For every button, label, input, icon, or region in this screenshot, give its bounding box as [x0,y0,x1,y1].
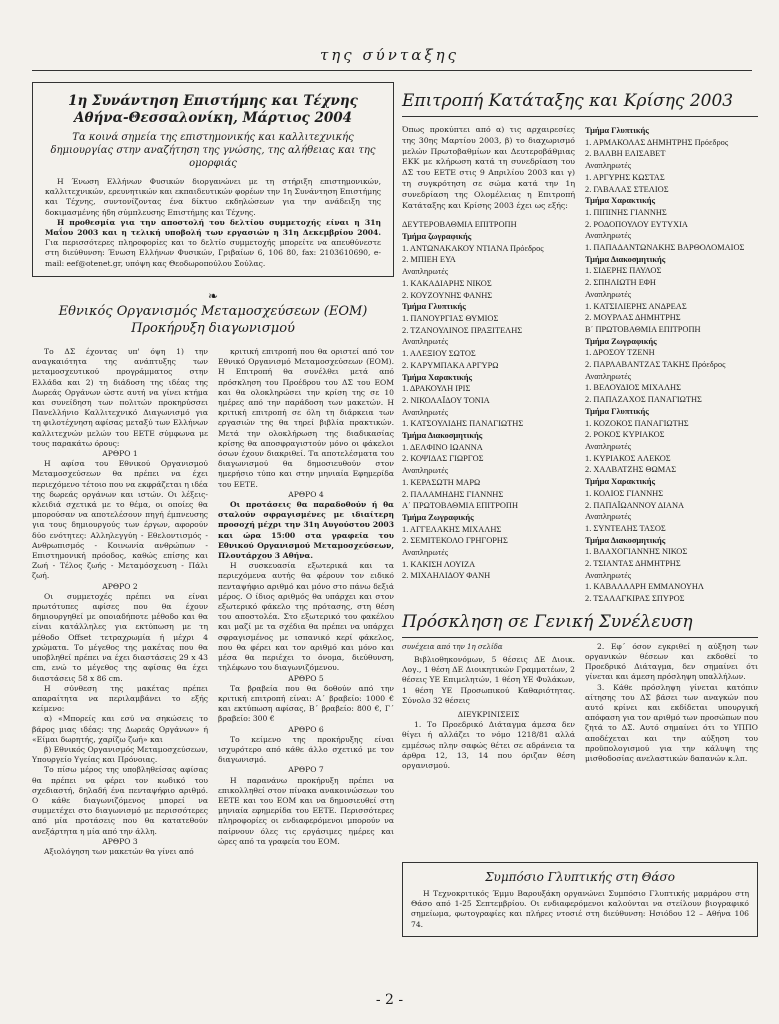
article-heading: ΑΡΘΡΟ 4 [288,489,324,499]
alternates-label: Αναπληρωτές [402,466,449,476]
alternates-label: Αναπληρωτές [585,161,632,171]
member-entry: 2. ΠΑΠΑΖΑΧΟΣ ΠΑΝΑΓΙΩΤΗΣ [585,395,702,405]
member-entry: Α΄ ΠΡΩΤΟΒΑΘΜΙΑ ΕΠΙΤΡΟΠΗ [402,501,518,511]
member-entry: 2. ΡΟΚΟΣ ΚΥΡΙΑΚΟΣ [585,430,665,440]
article-paragraph: Το ΔΣ έχοντας υπ' όψη 1) την αναγκαιότητα της ανάπτυξης των μεταμοσχευτικού προγράμματος στην Ελλάδα και 2) τη διάδοση της ιδέας της Δωρεάς Οργάνων ώστε αυτή να γίνει κτήμα και συνείδηση των πολιτών προκηρύσσει Πανελλήνιο Καλλιτεχνικό Διαγωνισμό για τη φιλοτέχνηση αφίσας μεταξύ των Ελλήνων καλλιτεχνών μελών του ΕΕΤΕ σύμφωνα με τους παρακάτω όρους: [32,347,208,448]
invite-left-p1: Βιβλιοθηκονόμων, 5 θέσεις ΔΕ Διοικ. Λογ., 1 θέση ΔΕ Διοικητικών Γραμματέων, 2 θέσεις ΥΕ Επιμελητών, 1 θέση ΥΕ Φυλάκων, 1 θέση ΥΕ Προσωπικού Καθαριότητας. Σύνολο 32 θέσεις [402,655,575,705]
member-entry: 1. ΑΡΓΥΡΗΣ ΚΩΣΤΑΣ [585,172,665,182]
section-label: Τμήμα Χαρακτικής [402,372,473,382]
box-contact: Για περισσότερες πληροφορίες και το δελτίο συμμετοχής μπορείτε να απευθύνεστε στη διεύθυνση: Ένωση Ελλήνων Φυσικών, Γριβαίων 6, 106 80, fax: 2103610690, e-mail: eef@otenet.gr, υπόψη κας Θεοδωροπούλου Σούλας. [45,238,381,268]
article-paragraph: Η σύνθεση της μακέτας πρέπει απαραίτητα να περιλαμβάνει το εξής κείμενο: [32,683,208,714]
box-subtitle: Τα κοινά σημεία της επιστημονικής και καλλιτεχνικής δημιουργίας στην αναζήτηση της γνώσης, της αλήθειας και της ομορφιάς [50,132,376,169]
member-entry: 2. ΤΣΑΛΑΓΚΙΡΑΣ ΣΠΥΡΟΣ [585,594,685,604]
member-entry: 2. ΜΠΙΕΗ ΕΥΑ [402,255,456,265]
section-label: Τμήμα Χαρακτικής [585,477,656,487]
left-column [32,82,394,857]
article-heading: ΑΡΘΡΟ 7 [288,765,324,775]
member-entry: 1. ΔΡΟΣΟΥ ΤΖΕΝΗ [585,348,655,358]
invite-title: Πρόσκληση σε Γενική Συνέλευση [402,611,693,632]
member-entry: 1. ΚΑΤΣΟΥΛΙΔΗΣ ΠΑΝΑΓΙΩΤΗΣ [402,419,524,429]
member-entry: 1. ΔΕΛΦΙΝΟ ΙΩΑΝΝΑ [402,442,483,452]
member-entry: 1. ΚΑΚΑΔΙΑΡΗΣ ΝΙΚΟΣ [402,278,492,288]
alternates-label: Αναπληρωτές [402,267,449,277]
invite-rule [402,637,758,638]
invite-left-p2: 1. Το Προεδρικό Διάταγμα άμεσα δεν θίγει ή αλλάζει το νόμο 1218/81 αλλά εμμέσως πλην σαφώς θέτει σε αδράνεια τα άρθρα 12, 13, 14 που όριζαν θέση οργανισμού. [402,720,575,771]
eom-right-column [218,347,394,857]
alternates-label: Αναπληρωτές [402,548,449,558]
header-rule [32,70,752,71]
section-label: Τμήμα Διακοσμητικής [585,254,666,264]
member-entry: 1. ΒΛΑΧΟΓΙΑΝΝΗΣ ΝΙΚΟΣ [585,547,688,557]
article-paragraph: κριτική επιτροπή που θα οριστεί από τον Εθνικό Οργανισμό Μεταμοσχεύσεων (ΕΟΜ). Η Επιτροπή θα συνέλθει μετά από πρόσκληση του Προέδρου του ΔΣ του ΕΟΜ και θα ολοκληρώσει την κρίση της σε 10 ημέρες από την παράδοση των μακετών. Η κριτική επιτροπή σε όλη τη διάρκεια των εργασιών της θα τηρεί βιβλία πρακτικών. Μετά την ολοκλήρωση της διαδικασίας κρίσης θα αποσφραγιστούν μόνο οι φάκελοι όσων έχουν διακριθεί. Τα αποτελέσματα του διαγωνισμού θα δημοσιευθούν στον ημερήσιο τύπο και στην μηνιαία Εφημερίδα του ΕΕΤΕ. [218,347,394,489]
committee-right-list [585,125,758,605]
committee-body [402,125,758,605]
member-entry: 1. ΠΙΠΙΝΗΣ ΓΙΑΝΝΗΣ [585,207,667,217]
section-label: Τμήμα Γλυπτικής [585,126,649,135]
member-entry: 2. ΧΑΛΒΑΤΖΗΣ ΘΩΜΑΣ [585,465,677,475]
member-entry: 1. ΑΡΜΑΚΟΛΑΣ ΔΗΜΗΤΡΗΣ Πρόεδρος [585,137,729,147]
eom-subtitle: Προκήρυξη διαγωνισμού [131,321,295,336]
member-entry: 2. ΣΕΜΙΤΕΚΟΛΟ ΓΡΗΓΟΡΗΣ [402,536,508,546]
symposium-text: Η Τεχνοκριτικός Έμμυ Βαρουξάκη οργανώνει Συμπόσιο Γλυπτικής μαρμάρου στη Θάσο από 1-25 Σεπτεμβρίου. Οι ενδιαφερόμενοι καλούνται να στείλουν βιογραφικό σημείωμα, φωτογραφίες και πλήρες ντοσιέ στη διεύθυνση: Ησιόδου 12 – Αθήνα 106 74. [411,889,749,929]
member-entry: 1. ΑΛΕΞΙΟΥ ΣΩΤΟΣ [402,349,476,359]
member-entry: 2. ΒΑΛΒΗ ΕΛΙΣΑΒΕΤ [585,149,666,159]
section-header: της σύνταξης [319,46,459,64]
article-heading: ΑΡΘΡΟ 6 [288,724,324,734]
invite-right-p2: 3. Κάθε πρόσληψη γίνεται κατόπιν αίτησης του ΔΣ βάσει των αναγκών που αυτό κρίνει και εκδίδεται υπουργική απόφαση για τον αριθμό των προσώπων που ζητά το ΔΣ. Αυτό σημαίνει ότι το ΥΠΠΟ αποδέχεται και την αύξηση του προϋπολογισμού για την κάλυψη της μισθοδοσίας ανελαστικών δαπανών κ.λπ. [585,682,758,764]
article-heading: ΑΡΘΡΟ 1 [102,449,138,459]
page-number: - 2 - [375,992,404,1008]
member-entry: 2. ΜΟΥΡΛΑΣ ΔΗΜΗΤΡΗΣ [585,313,681,323]
member-entry: 1. ΚΑΚΙΣΗ ΛΟΥΙΖΑ [402,559,476,569]
article-heading: ΑΡΘΡΟ 2 [102,581,138,591]
eom-title: Εθνικός Οργανισμός Μεταμοσχεύσεων (ΕΟΜ) [58,304,368,319]
invite-continued: συνέχεια από την 1η σελίδα [402,642,503,651]
box-paragraph-1: Η Ένωση Ελλήνων Φυσικών διοργανώνει με τη στήριξη επιστημονικών, καλλιτεχνικών, ερευνητικών και εκπαιδευτικών φορέων την 1η Συνάντηση Επιστήμης και Τέχνης, συντονίζοντας ένα δίκτυο εκδηλώσεων για την ανάδειξη της δοκιμασμένης ήδη σύμπλευσης Επιστήμης και Τέχνης. [45,177,381,217]
section-label: Τμήμα Γλυπτικής [585,406,649,416]
member-entry: 2. ΤΣΙΑΝΤΑΣ ΔΗΜΗΤΡΗΣ [585,559,681,569]
committee-left-list [402,219,575,582]
member-entry: 1. ΔΡΑΚΟΥΛΗ ΙΡΙΣ [402,384,471,394]
article-paragraph: Οι συμμετοχές πρέπει να είναι πρωτότυπες αφίσες που θα έχουν δημιουργηθεί με οποιαδήποτε μέθοδο και θα είναι κατάλληλες για εκτύπωση με τη μέθοδο Offset τετραχρωμία ή μέχρι 4 χρώματα. Το μέγεθος της μακέτας που θα υποβληθεί πρέπει να έχει διαστάσεις 29 x 43 cm, ενώ το μέγεθος της αφίσας θα έχει διαστάσεις 58 x 86 cm. [32,591,208,683]
member-entry: 2. ΤΖΑΝΟΥΛΙΝΟΣ ΠΡΑΞΙΤΕΛΗΣ [402,325,523,335]
science-art-box [32,82,394,277]
member-entry: 1. ΚΟΖΟΚΟΣ ΠΑΝΑΓΙΩΤΗΣ [585,418,689,428]
member-entry: 2. ΠΑΠΑΪΩΑΝΝΟΥ ΔΙΑΝΑ [585,500,685,510]
member-entry: 2. ΚΟΨΙΔΑΣ ΓΙΩΡΓΟΣ [402,454,484,464]
member-entry: 1. ΚΥΡΙΑΚΟΣ ΑΛΕΚΟΣ [585,453,671,463]
committee-left-column [402,125,575,605]
invite-body [402,642,758,771]
member-entry: 2. ΣΠΗΛΙΩΤΗ ΕΦΗ [585,278,656,288]
member-entry: 1. ΣΥΝΤΕΛΗΣ ΤΑΣΟΣ [585,523,666,533]
member-entry: 1. ΠΑΠΑΔΑΝΤΩΝΑΚΗΣ ΒΑΡΘΟΛΟΜΑΙΟΣ [585,243,745,253]
member-entry: 2. ΠΑΛΑΜΗΔΗΣ ΓΙΑΝΝΗΣ [402,489,504,499]
alternates-label: Αναπληρωτές [402,337,449,347]
section-label: Τμήμα Διακοσμητικής [402,431,483,441]
member-entry: Β΄ ΠΡΩΤΟΒΑΘΜΙΑ ΕΠΙΤΡΟΠΗ [585,324,701,334]
article-paragraph: Το κείμενο της προκήρυξης είναι ισχυρότερο από κάθε άλλο σχετικό με τον διαγωνισμό. [218,734,394,765]
article-paragraph: Η αφίσα του Εθνικού Οργανισμού Μεταμοσχεύσεων θα πρέπει να έχει περιεχόμενο τέτοιο που να εκφράζεται η ιδέα της δωρεάς οργάνων και ιστών. Οι λέξεις-κλειδιά σχετικά με το θέμα, οι οποίες θα μπορούσαν να αποτελέσουν πηγή έμπνευσης για τους δημιουργούς των έργων, αφορούν δύο ενότητες: Αλληλεγγύη - Εθελοντισμός - Ανθρωπισμός - Κοινωνία ανθρώπων - Επιστημονική πρόοδος, καθώς επίσης και Ζωή - Τέλος ζωής - Μεταμόσχευση - Πάλι ζωή. [32,459,208,581]
member-entry: 2. ΝΙΚΟΛΑΪΔΟΥ ΤΟΝΙΑ [402,395,490,405]
section-label: Τμήμα Γλυπτικής [402,302,466,312]
article-heading: ΑΡΘΡΟ 3 [102,836,138,846]
invite-right-p1: 2. Εφ΄ όσον εγκριθεί η αύξηση των οργανικών θέσεων και εκδοθεί το Προεδρικό Διάταγμα, δεν σημαίνει ότι γίνεται και άμεση πρόσληψη υπαλλήλων. [585,641,758,682]
symposium-box [402,862,758,937]
section-label: Τμήμα Χαρακτικής [585,196,656,206]
member-entry: 2. ΜΙΧΑΗΛΙΔΟΥ ΦΑΝΗ [402,571,491,581]
member-entry: ΔΕΥΤΕΡΟΒΑΘΜΙΑ ΕΠΙΤΡΟΠΗ [402,220,517,230]
article-paragraph: Το πίσω μέρος της υποβληθείσας αφίσας θα πρέπει να φέρει τον κωδικό του σχεδιαστή, δηλαδή ένα πενταψήφιο αριθμό. Ο κάθε διαγωνιζόμενος μπορεί να συμμετέχει στο διαγωνισμό με περισσότερες από μία προτάσεις που θα κατατεθούν ανεξάρτητα η μία από την άλλη. [32,765,208,836]
invite-right-column [585,642,758,771]
member-entry: 1. ΑΝΤΩΝΑΚΑΚΟΥ ΝΤΙΑΝΑ Πρόεδρος [402,243,544,253]
right-column [402,90,758,771]
section-label: Τμήμα Ζωγραφικής [402,512,474,522]
section-label: Τμήμα Ζωγραφικής [585,336,657,346]
eom-left-column [32,347,208,857]
box-title-line1: 1η Συνάντηση Επιστήμης και Τέχνης [68,93,358,109]
article-paragraph: Οι προτάσεις θα παραδοθούν ή θα σταλούν σφραγισμένες με ιδιαίτερη προσοχή μέχρι την 31η Αυγούστου 2003 και ώρα 15:00 στα γραφεία του Εθνικού Οργανισμού Μεταμοσχεύσεων, Πλουτάρχου 3 Αθήνα. [218,500,394,561]
committee-intro: Όπως προκύπτει από α) τις αρχαιρεσίες της 30ης Μαρτίου 2003, β) το διαχωρισμό μελών Πρωτοβαθμίων και Δευτεροβάθμιας ΕΚΚ με κλήρωση κατά τη συνεδρίαση του ΔΣ του ΕΕΤΕ στις 9 Απριλίου 2003 και γ) τη συγκρότηση σε σώμα κατά την 1η συνεδρίαση της Ολομέλειας η Επιτροπή Κατάταξης και Κρίσης 2003 έχει ως εξής: [402,125,575,210]
member-entry: 1. ΚΑΒΑΛΛΑΡΗ ΕΜΜΑΝΟΥΗΛ [585,582,705,592]
member-entry: 2. ΓΑΒΑΛΑΣ ΣΤΕΛΙΟΣ [585,184,669,194]
alternates-label: Αναπληρωτές [585,512,632,522]
member-entry: 1. ΠΑΝΟΥΡΓΙΑΣ ΘΥΜΙΟΣ [402,314,499,323]
member-entry: 2. ΚΑΡΥΜΠΑΚΑ ΑΡΓΥΡΩ [402,360,499,370]
article-paragraph: β) Εθνικός Οργανισμός Μεταμοσχεύσεων, Υπουργείο Υγείας και Πρόνοιας. [32,744,208,765]
section-label: Τμήμα ζωγραφικής [402,232,472,242]
alternates-label: Αναπληρωτές [585,441,632,451]
box-deadline: Η προθεσμία για την αποστολή του δελτίου συμμετοχής είναι η 31η Μαΐου 2003 και η τελική υποβολή των εργασιών η 31η Δεκεμβρίου 2004. [45,217,381,238]
committee-title: Επιτροπή Κατάταξης και Κρίσης 2003 [402,91,734,111]
member-entry: 1. ΚΑΤΣΙΛΙΕΡΗΣ ΑΝΔΡΕΑΣ [585,301,687,311]
article-paragraph: Αξιολόγηση των μακετών θα γίνει από [44,846,194,856]
article-paragraph: α) «Μπορείς και εσύ να σηκώσεις το βάρος μιας ιδέας: της Δωρεάς Οργάνων» ή «Είμαι δωρητής, χαρίζω ζωή» και [32,714,208,744]
ornament-icon: ❧ [207,289,219,303]
invite-left-column [402,642,575,771]
box-title-line2: Αθήνα-Θεσσαλονίκη, Μάρτιος 2004 [73,110,353,126]
alternates-label: Αναπληρωτές [402,407,449,417]
member-entry: 2. ΠΑΡΛΑΒΑΝΤΖΑΣ ΤΑΚΗΣ Πρόεδρος [585,360,726,370]
invite-left-heading: ΔΙΕΥΚΡΙΝΙΣΕΙΣ [457,710,520,720]
member-entry: 2. ΚΟΥΖΟΥΝΗΣ ΦΑΝΗΣ [402,290,493,300]
alternates-label: Αναπληρωτές [585,570,632,580]
article-paragraph: Η συσκευασία εξωτερικά και τα περιεχόμενα αυτής θα φέρουν τον ειδικό πενταψήφιο αριθμό και μόνο στο πάνω δεξιά μέρος. Ο ίδιος αριθμός θα υπάρχει και στον εξωτερικό φάκελο της πρότασης, στη θέση του αποστολέα. Στο εξωτερικό του φακέλου και μαζί με τα σχέδια θα πρέπει να υπάρχει σφραγισμένος με ισπανικό κερί φάκελος, που θα φέρει και τον αριθμό και μόνο και μέσα θα περιέχει το όνομα, διεύθυνση, τηλέφωνο του διαγωνιζόμενου. [218,561,394,673]
section-label: Τμήμα Διακοσμητικής [585,535,666,545]
member-entry: 1. ΚΕΡΑΣΩΤΗ ΜΑΡΩ [402,477,481,487]
member-entry: 1. ΚΟΛΙΟΣ ΓΙΑΝΝΗΣ [585,488,664,498]
eom-body [32,347,394,857]
article-paragraph: Η παρανάνω προκήρυξη πρέπει να επικολληθεί στον πίνακα ανακοινώσεων του ΕΕΤΕ και του ΕΟΜ και να δημοσιευθεί στη μηνιαία εφημερίδα του ΕΕΤΕ. Περισσότερες πληροφορίες οι ενδιαφερόμενοι μπορούν να παίρνουν όλες τις εργάσιμες ημέρες και ώρες από τα γραφεία του ΕΟΜ. [218,775,394,846]
alternates-label: Αναπληρωτές [585,371,632,381]
box-paragraph-2 [45,218,381,269]
article-heading: ΑΡΘΡΟ 5 [288,673,324,683]
member-entry: 1. ΒΕΛΟΥΔΙΟΣ ΜΙΧΑΛΗΣ [585,383,681,393]
member-entry: 2. ΡΟΔΟΠΟΥΛΟΥ ΕΥΤΥΧΙΑ [585,219,688,229]
alternates-label: Αναπληρωτές [585,231,632,241]
article-paragraph: Τα βραβεία που θα δοθούν από την κριτική επιτροπή είναι: Α΄ βραβείο: 1000 € και εκτύπωση αφίσας, Β΄ βραβείο: 800 €, Γ΄ βραβείο: 300 € [218,683,394,724]
committee-rule [402,116,758,117]
symposium-title: Συμπόσιο Γλυπτικής στη Θάσο [485,870,675,884]
member-entry: 1. ΑΓΓΕΛΑΚΗΣ ΜΙΧΑΛΗΣ [402,524,502,534]
alternates-label: Αναπληρωτές [585,289,632,299]
member-entry: 1. ΣΙΔΕΡΗΣ ΠΑΥΛΟΣ [585,266,662,276]
